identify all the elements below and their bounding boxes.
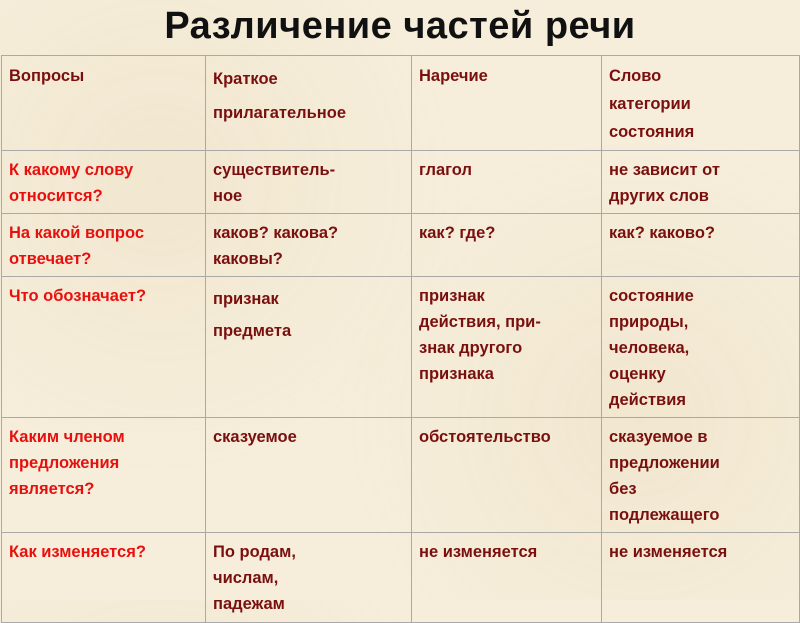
cell-short-adjective: существитель- ное: [206, 151, 412, 214]
table-row: [2, 151, 800, 214]
cell-short-adjective: каков? какова? каковы?: [206, 214, 412, 277]
cell-state-category: не зависит от других слов: [602, 151, 800, 214]
table-row: [2, 418, 800, 533]
row-question: На какой вопрос отвечает?: [2, 214, 206, 277]
cell-short-adjective: признак предмета: [206, 277, 412, 418]
table-row: [2, 214, 800, 277]
cell-state-category: не изменяется: [602, 533, 800, 623]
table-row: [2, 533, 800, 623]
header-questions: Вопросы: [2, 56, 206, 151]
cell-adverb: глагол: [412, 151, 602, 214]
row-question: Что обозначает?: [2, 277, 206, 418]
cell-short-adjective: сказуемое: [206, 418, 412, 533]
row-question: Каким членом предложения является?: [2, 418, 206, 533]
table-row: [2, 277, 800, 418]
header-state-category-word: Слово категории состояния: [602, 56, 800, 151]
cell-state-category: состояние природы, человека, оценку действия: [602, 277, 800, 418]
header-adverb: Наречие: [412, 56, 602, 151]
cell-adverb: обстоятельство: [412, 418, 602, 533]
cell-short-adjective: По родам, числам, падежам: [206, 533, 412, 623]
comparison-table: [1, 55, 800, 623]
cell-adverb: не изменяется: [412, 533, 602, 623]
table-header-row: [2, 56, 800, 151]
cell-adverb: как? где?: [412, 214, 602, 277]
header-short-adjective: Краткое прилагательное: [206, 56, 412, 151]
row-question: Как изменяется?: [2, 533, 206, 623]
cell-adverb: признак действия, при- знак другого признака: [412, 277, 602, 418]
page-title: Различение частей речи: [164, 5, 636, 47]
row-question: К какому слову относится?: [2, 151, 206, 214]
cell-state-category: как? каково?: [602, 214, 800, 277]
cell-state-category: сказуемое в предложении без подлежащего: [602, 418, 800, 533]
